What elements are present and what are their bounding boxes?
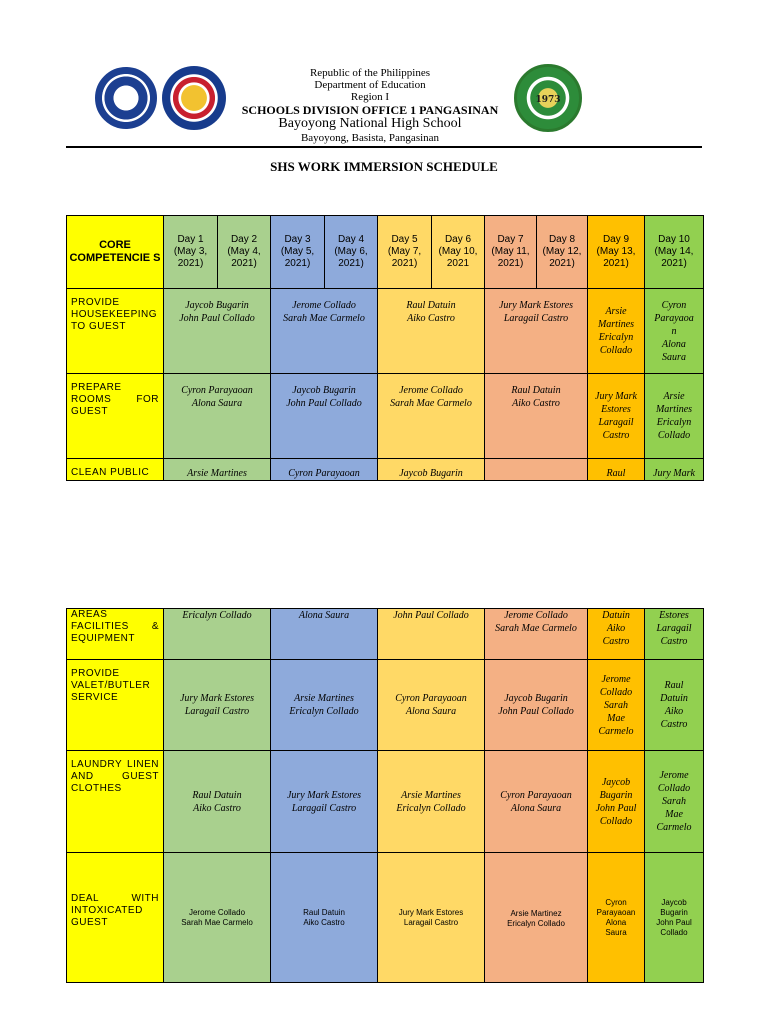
student-name: Laragail	[656, 623, 692, 634]
student-name: Jury Mark Estores	[179, 693, 255, 704]
student-name: Arsie Martines	[187, 468, 247, 479]
day-4-header: Day 4 (May 6, 2021)	[325, 216, 378, 289]
student-name: Castro	[602, 636, 630, 647]
student-name: Jaycob	[661, 897, 687, 907]
day-10-cell	[645, 751, 704, 853]
competency-cell: PROVIDE HOUSEKEEPING TO GUEST	[67, 289, 164, 374]
day-9-cell	[588, 374, 645, 459]
days-5-6-cell	[378, 459, 485, 481]
republic-line: Republic of the Philippines	[309, 67, 431, 79]
student-name: Castro	[660, 719, 688, 730]
day-10-header: Day 10 (May 14, 2021)	[645, 216, 704, 289]
student-name: Castro	[602, 430, 630, 441]
day-9-cell	[588, 660, 645, 751]
student-name: Jerome Collado	[292, 300, 356, 311]
school-seal-logo: 1973	[514, 64, 582, 132]
student-name: Jaycob Bugarin	[504, 693, 568, 704]
student-name: Sarah Mae Carmelo	[390, 398, 472, 409]
student-name: Alona Saura	[405, 706, 457, 717]
school-address: Bayoyong, Basista, Pangasinan	[300, 132, 440, 144]
school-name: Bayoyong National High School	[278, 116, 462, 131]
student-name: Datuin	[660, 693, 688, 704]
student-name: Ericalyn Collado	[507, 919, 565, 928]
student-name: Ericalyn	[656, 417, 692, 428]
student-name: Castro	[660, 636, 688, 647]
student-name: Jaycob Bugarin	[185, 300, 249, 311]
student-name: John Paul	[595, 802, 637, 814]
day-10-cell	[645, 289, 704, 374]
student-name: Jury Mark	[595, 391, 637, 402]
days-1-2-cell	[164, 374, 271, 459]
header-divider	[66, 146, 702, 148]
day-9-cell	[588, 289, 645, 374]
student-name: Cyron Parayaoan	[288, 468, 360, 479]
student-name: Ericalyn Collado	[289, 706, 359, 717]
student-name: Cyron	[661, 299, 687, 311]
deped-seal-logo	[95, 67, 157, 129]
day-5-header: Day 5 (May 7, 2021)	[378, 216, 432, 289]
student-name: John Paul Collado	[393, 610, 469, 621]
days-1-2-cell	[164, 853, 271, 983]
day-7-header: Day 7 (May 11, 2021)	[485, 216, 537, 289]
day-6-header: Day 6 (May 10, 2021	[432, 216, 485, 289]
student-name: n	[671, 325, 677, 337]
student-name: Jerome Collado	[399, 385, 463, 396]
day-9-header: Day 9 (May 13, 2021)	[588, 216, 645, 289]
competency-cell: LAUNDRY LINEN AND GUEST CLOTHES	[67, 751, 164, 853]
student-name: Laragail	[598, 417, 634, 428]
days-3-4-cell	[271, 751, 378, 853]
day-10-cell	[645, 660, 704, 751]
student-name: Aiko	[664, 706, 684, 717]
student-name: Arsie Martines	[294, 693, 354, 704]
day-8-header: Day 8 (May 12, 2021)	[537, 216, 588, 289]
student-name: Aiko Castro	[303, 917, 345, 927]
student-name: Raul	[606, 468, 626, 479]
student-name: Ericalyn Collado	[182, 610, 252, 621]
competency-cell: PREPARE ROOMS FOR GUEST	[67, 374, 164, 459]
days-1-2-cell	[164, 459, 271, 481]
table-row	[67, 289, 704, 374]
table-row	[67, 609, 704, 660]
student-name: Arsie Martinez	[510, 909, 562, 918]
student-name: Raul Datuin	[303, 907, 345, 917]
student-name: Bugarin	[599, 789, 633, 801]
region-line: Region I	[350, 91, 390, 103]
days-1-2-cell	[164, 289, 271, 374]
day-10-cell	[645, 459, 704, 481]
student-name: Carmelo	[656, 822, 692, 833]
days-3-4-cell	[271, 289, 378, 374]
student-name: Parayaoan	[596, 907, 636, 917]
student-name: Bugarin	[660, 907, 688, 917]
days-3-4-cell	[271, 374, 378, 459]
days-5-6-cell	[378, 289, 485, 374]
student-name: Collado	[660, 927, 688, 937]
competency-cell: PROVIDE VALET/BUTLER SERVICE	[67, 660, 164, 751]
days-3-4-cell	[271, 660, 378, 751]
student-name: Aiko Castro	[193, 802, 241, 814]
days-5-6-cell	[378, 660, 485, 751]
student-name: Cyron Parayaoan	[181, 385, 253, 396]
student-name: Estores	[659, 610, 689, 621]
competency-cell: AREAS FACILITIES & EQUIPMENT	[67, 609, 164, 660]
student-name: Laragail Castro	[184, 706, 250, 717]
student-name: Jury Mark Estores	[498, 300, 574, 311]
student-name: Aiko Castro	[512, 398, 560, 409]
student-name: Saura	[662, 351, 686, 363]
days-7-8-cell	[485, 751, 588, 853]
days-3-4-cell	[271, 853, 378, 983]
student-name: Jury Mark Estores	[286, 789, 362, 801]
day-10-cell	[645, 374, 704, 459]
student-name: Sarah Mae Carmelo	[495, 623, 577, 634]
day-1-header: Day 1 (May 3, 2021)	[164, 216, 218, 289]
student-name: Alona Saura	[298, 610, 350, 621]
days-3-4-cell	[271, 609, 378, 660]
table-row	[67, 660, 704, 751]
day-9-cell	[588, 609, 645, 660]
days-5-6-cell	[378, 751, 485, 853]
days-7-8-cell	[485, 374, 588, 459]
table-row	[67, 374, 704, 459]
student-name: Datuin	[602, 610, 630, 621]
student-name: Sarah Mae Carmelo	[283, 313, 365, 324]
sdo-pangasinan-logo	[162, 66, 226, 130]
student-name: Arsie	[663, 391, 685, 402]
competency-cell: DEAL WITH INTOXICATED GUEST	[67, 853, 164, 983]
day-3-header: Day 3 (May 5, 2021)	[271, 216, 325, 289]
day-9-cell	[588, 459, 645, 481]
student-name: Saura	[605, 927, 627, 937]
student-name: Alona	[605, 917, 627, 927]
student-name: Jerome Collado	[188, 907, 246, 917]
days-7-8-cell	[485, 660, 588, 751]
student-name: Alona Saura	[510, 802, 562, 814]
student-name: Collado	[599, 815, 633, 827]
student-name: John Paul Collado	[286, 398, 362, 409]
student-name: Collado	[599, 345, 633, 356]
student-name: Parayaoa	[654, 312, 694, 324]
days-7-8-cell	[485, 459, 588, 481]
student-name: Laragail Castro	[503, 313, 569, 324]
student-name: Ericalyn	[598, 332, 634, 343]
student-name: Jaycob Bugarin	[399, 468, 463, 479]
student-name: Raul	[664, 680, 684, 691]
student-name: Laragail Castro	[291, 802, 357, 814]
student-name: Laragail Castro	[403, 917, 459, 927]
days-3-4-cell	[271, 459, 378, 481]
student-name: Arsie Martines	[401, 789, 461, 801]
header-row	[67, 216, 704, 289]
student-name: Sarah	[604, 699, 628, 711]
student-name: Aiko	[606, 623, 626, 634]
day-9-cell	[588, 853, 645, 983]
student-name: Alona	[662, 338, 686, 350]
student-name: John Paul	[656, 917, 692, 927]
student-name: Raul Datuin	[406, 300, 456, 311]
student-name: Collado	[657, 430, 691, 441]
student-name: Aiko Castro	[407, 313, 455, 324]
day-10-cell	[645, 853, 704, 983]
days-1-2-cell	[164, 609, 271, 660]
student-name: Martines	[655, 404, 693, 415]
student-name: Sarah Mae Carmelo	[181, 917, 253, 927]
days-1-2-cell	[164, 660, 271, 751]
student-name: Estores	[601, 404, 631, 415]
student-name: Mae	[607, 712, 625, 724]
student-name: Sarah	[662, 796, 686, 807]
days-7-8-cell	[485, 609, 588, 660]
day-2-header: Day 2 (May 4, 2021)	[218, 216, 271, 289]
student-name: Arsie	[605, 306, 627, 317]
table-row	[67, 853, 704, 983]
student-name: John Paul Collado	[498, 706, 574, 717]
days-5-6-cell	[378, 853, 485, 983]
schedule-table-part-2	[66, 608, 704, 983]
document-title: SHS WORK IMMERSION SCHEDULE	[270, 159, 498, 174]
days-5-6-cell	[378, 609, 485, 660]
student-name: Collado	[657, 783, 691, 794]
student-name: Cyron Parayaoan	[395, 693, 467, 704]
student-name: Collado	[599, 686, 633, 698]
student-name: Raul Datuin	[511, 385, 561, 396]
days-1-2-cell	[164, 751, 271, 853]
day-9-cell	[588, 751, 645, 853]
student-name: Jerome	[601, 673, 631, 685]
days-5-6-cell	[378, 374, 485, 459]
student-name: Cyron	[605, 897, 627, 907]
student-name: Raul Datuin	[192, 789, 242, 801]
student-name: Martines	[597, 319, 635, 330]
department-line: Department of Education	[314, 79, 426, 91]
student-name: Jaycob	[601, 776, 631, 788]
student-name: Jerome	[659, 770, 689, 781]
student-name: Jury Mark	[653, 468, 695, 479]
division-line: SCHOOLS DIVISION OFFICE 1 PANGASINAN	[241, 103, 499, 117]
days-7-8-cell	[485, 289, 588, 374]
schedule-table-part-1	[66, 215, 704, 481]
core-competencies-header: CORE COMPETENCIE S	[67, 216, 164, 289]
student-name: Carmelo	[598, 725, 634, 737]
student-name: Cyron Parayaoan	[500, 789, 572, 801]
table-row	[67, 459, 704, 481]
student-name: John Paul Collado	[179, 313, 255, 324]
competency-cell: CLEAN PUBLIC	[67, 459, 164, 481]
day-10-cell	[645, 609, 704, 660]
student-name: Mae	[665, 809, 683, 820]
student-name: Jury Mark Estores	[398, 907, 464, 917]
student-name: Ericalyn Collado	[396, 802, 466, 814]
student-name: Jaycob Bugarin	[292, 385, 356, 396]
student-name: Jerome Collado	[504, 610, 568, 621]
days-7-8-cell	[485, 853, 588, 983]
student-name: Alona Saura	[191, 398, 243, 409]
table-row	[67, 751, 704, 853]
